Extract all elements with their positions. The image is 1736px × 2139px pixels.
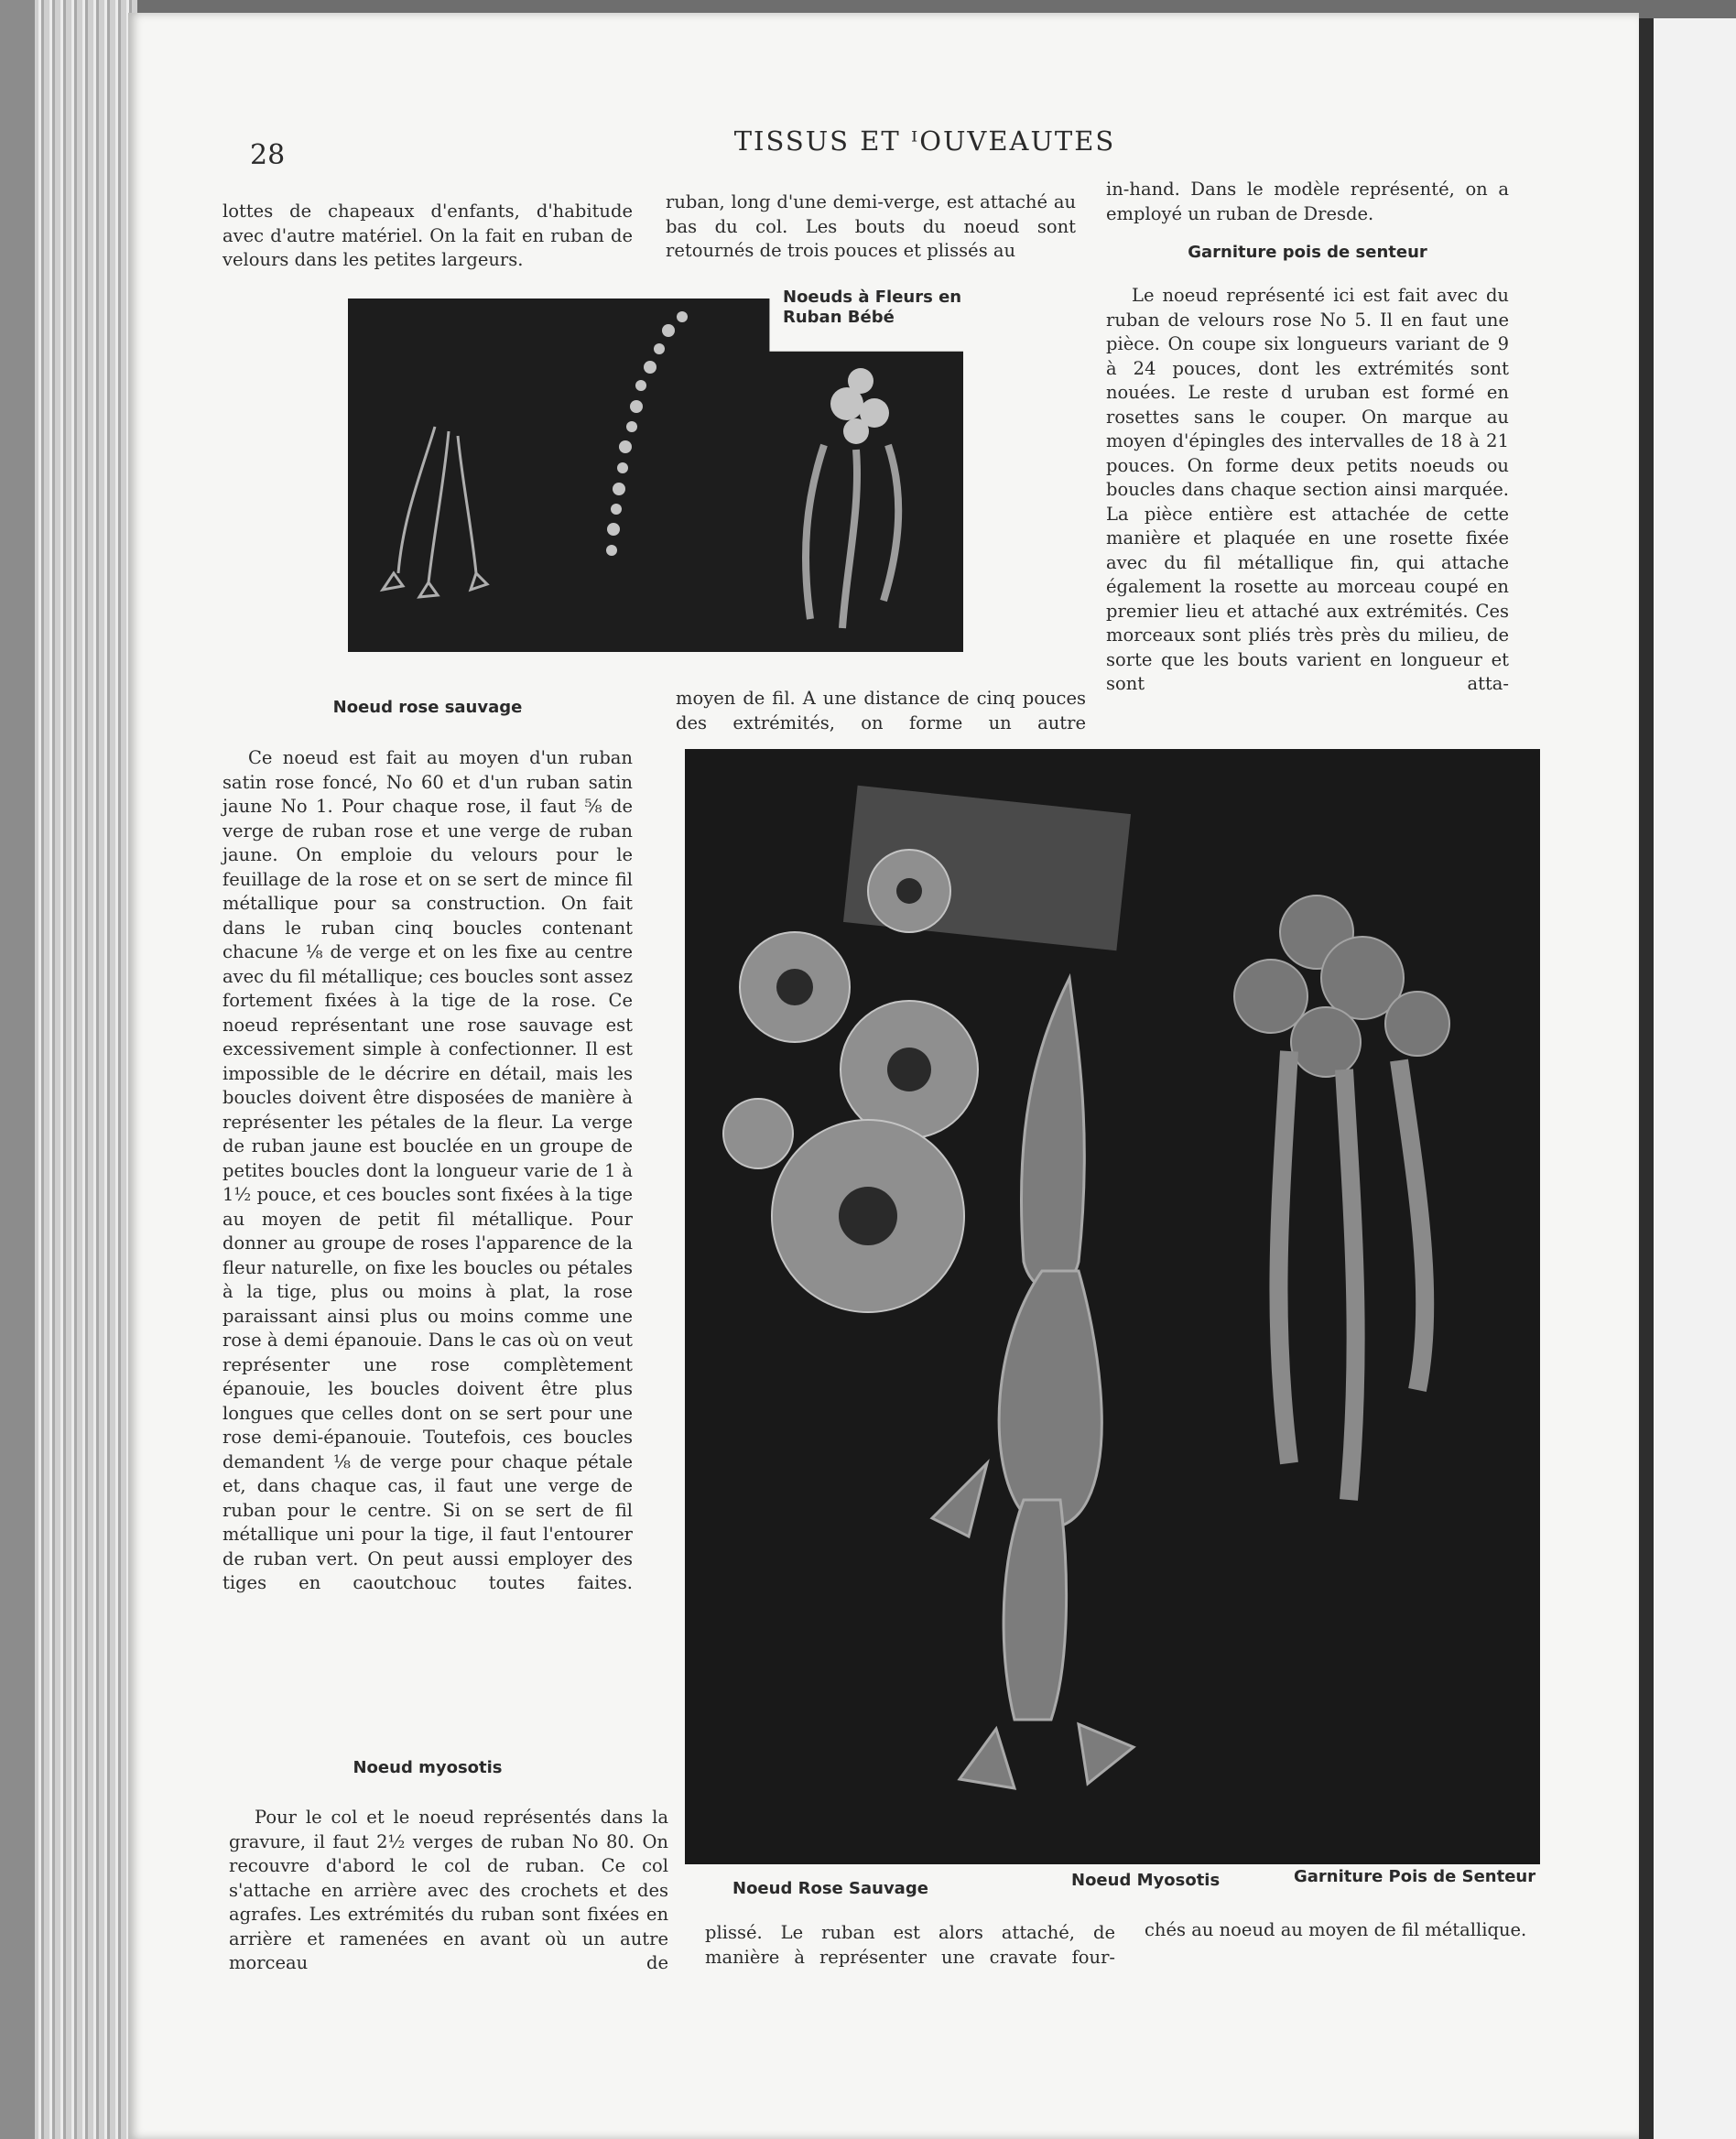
- rose-text-body: Ce noeud est fait au moyen d'un ruban satin rose foncé, No 60 et d'un ruban satin jaune No 1. Pour chaque rose, il faut ⅝ de verge de ruban rose et une verge de ruban jaune. On emploie du velours pour le feuillage de la rose et on se sert de mince fil métallique pour sa construction. On fait dans le ruban cinq boucles contenant chacune ⅛ de verge et on les fixe au centre avec du fil métallique; ces boucles sont assez fortement fixées à la tige de la rose. Ce noeud représentant une rose sauvage est excessivement simple à confectionner. Il est impossible de le décrire en détail, mais les boucles doivent être disposées de manière à représenter les pétales de la fleur. La verge de ruban jaune est bouclée en un groupe de petites boucles dont la longueur varie de 1 à 1½ pouce, et ces boucles sont fixées à la tige au moyen de petit fil métallique. Pour donner au groupe de roses l'apparence de la fleur naturelle, on fixe les boucles ou pétales à la tige, plus ou moins à plat, la rose paraissant ainsi plus ou moins comme une rose à demi épanouie. Dans le cas où on veut représenter une rose complètement épanouie, les boucles doivent être plus longues que celles dont on se sert pour une rose demi-épanouie. Toutefois, ces boucles demandent ⅛ de verge pour chaque pétale et, dans chaque cas, il faut une verge de ruban pour le centre. Si on se sert de fil métallique uni pour la tige, il faut l'entourer de ruban vert. On peut aussi employer des tiges en caoutchouc toutes faites.: [222, 747, 633, 1593]
- book-cover-edge: [0, 0, 35, 2139]
- middle-text: moyen de fil. A une distance de cinq pouces des extrémités, on forme un autre: [676, 688, 1086, 733]
- bottom-right-text: chés au noeud au moyen de fil métallique.: [1145, 1919, 1527, 1940]
- garniture-heading: Garniture pois de senteur: [1188, 243, 1427, 262]
- page-number: 28: [250, 139, 286, 171]
- column1-top-text: lottes de chapeaux d'enfants, d'habitude avec d'autre matériel. On la fait en ruban de velours dans les petites largeurs.: [222, 201, 633, 270]
- rose-text: [222, 746, 633, 1596]
- myosotis-text-body: Pour le col et le noeud représentés dans la gravure, il faut 2½ verges de ruban No 80. On recouvre d'abord le col de ruban. Ce col s'attache en arrière avec des crochets et des agrafes. Les extrémités du ruban sont fixées en arrière et ramenées en avant où un autre morceau de: [229, 1807, 668, 1973]
- rose-heading: Noeud rose sauvage: [332, 698, 523, 717]
- column3-top-text: in-hand. Dans le modèle représenté, on a employé un ruban de Dresde.: [1106, 179, 1509, 224]
- caption-pois-senteur: Garniture Pois de Senteur: [1294, 1867, 1536, 1886]
- top-photo-caption: Noeuds à Fleurs en Ruban Bébé: [783, 288, 962, 327]
- myosotis-heading: Noeud myosotis: [353, 1758, 503, 1777]
- facing-page: [1654, 18, 1736, 2139]
- caption-rose-sauvage: Noeud Rose Sauvage: [732, 1879, 928, 1898]
- book-gutter: [1637, 18, 1654, 2139]
- myosotis-text: [229, 1806, 668, 1976]
- column2-top-text: ruban, long d'une demi-verge, est attaché au bas du col. Les bouts du noeud sont retournés de trois pouces et plissés au: [666, 191, 1076, 261]
- garniture-text: [1106, 284, 1509, 697]
- running-title: TISSUS ET ᴵOUVEAUTES: [733, 125, 1116, 157]
- garniture-text-body: Le noeud représenté ici est fait avec du ruban de velours rose No 5. Il en faut une pièce. On coupe six longueurs variant de 9 à 24 pouces, dont les extrémités sont nouées. Le reste d uruban est formé en rosettes sans le couper. On marque au moyen d'épingles des intervalles de 18 à 21 pouces. On forme deux petits noeuds ou boucles dans chaque section ainsi marquée. La pièce entière est attachée de cette manière et plaquée en une rosette fixée avec du fil métallique fin, qui attache également la rosette au morceau coupé en premier lieu et attaché aux extrémités. Ces morceaux sont pliés très près du milieu, de sorte que les bouts varient en longueur et sont atta-: [1106, 285, 1509, 694]
- large-photo-ribbon-bows: [685, 749, 1540, 1864]
- bottom-middle-text: plissé. Le ruban est alors attaché, de manière à représenter une cravate four-: [705, 1922, 1115, 1968]
- caption-myosotis: Noeud Myosotis: [1071, 1871, 1221, 1890]
